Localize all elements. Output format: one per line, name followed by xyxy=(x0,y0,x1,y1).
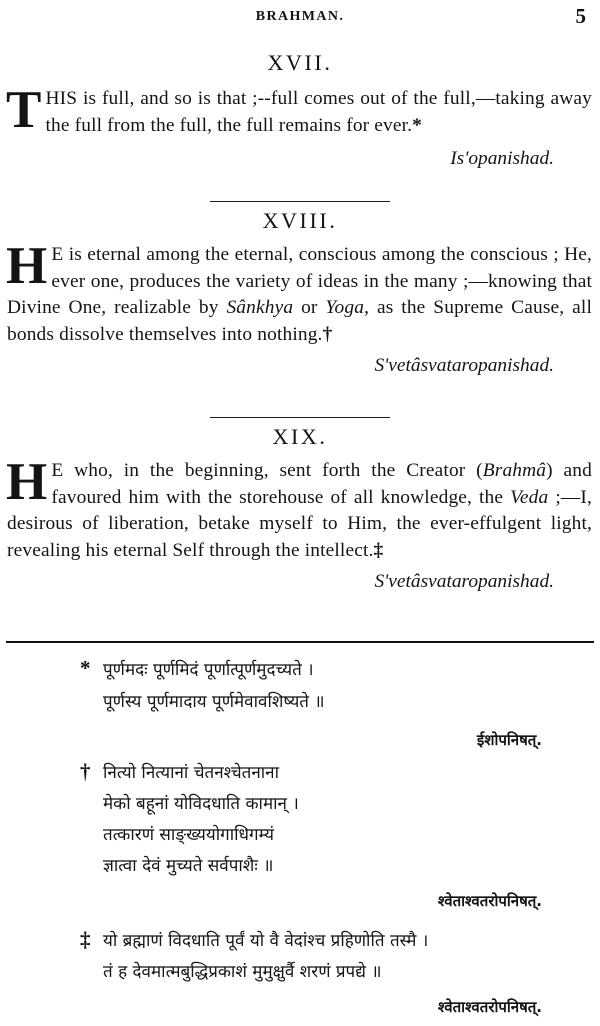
section-numeral: XVII. xyxy=(267,50,333,75)
drop-cap: H xyxy=(6,453,48,511)
sanskrit-verse-line: ज्ञात्वा देवं मुच्यते सर्वपाशैः ॥ xyxy=(103,856,274,876)
drop-cap: H xyxy=(6,237,48,295)
sanskrit-verse-line: तत्कारणं साङ्ख्ययोगाधिगम्यं xyxy=(103,825,274,845)
section-divider xyxy=(210,417,390,418)
footnote-marker: ‡ xyxy=(80,927,91,951)
footnote-marker: * xyxy=(80,656,91,680)
section-text xyxy=(6,237,592,348)
drop-cap: T xyxy=(6,81,42,139)
footnote-rule xyxy=(6,641,594,643)
sanskrit-verse-line: नित्यो नित्यानां चेतनश्चेतनाना xyxy=(103,763,280,783)
section-text-run: or xyxy=(293,297,326,319)
section-term: Brahmâ xyxy=(482,460,547,481)
section-xvii xyxy=(0,48,600,173)
sanskrit-verse-line: पूर्णस्य पूर्णमादाय पूर्णमेवावशिष्यते ॥ xyxy=(103,692,325,712)
footnote-source: ईशोपनिषत्. xyxy=(476,731,542,749)
section-source: Is'opanishad. xyxy=(450,148,554,170)
section-term: Yoga xyxy=(325,297,365,319)
footnote-source: श्वेताश्वतरोपनिषत्. xyxy=(437,998,542,1016)
sanskrit-verse-line: पूर्णमदः पूर्णमिदं पूर्णात्पूर्णमुदच्यते । xyxy=(103,660,314,680)
sanskrit-verse-line: तं ह देवमात्मबुद्धिप्रकाशं मुमुक्षुर्वै शरणं प्रपद्ये ॥ xyxy=(103,962,382,982)
section-text xyxy=(6,453,592,564)
running-head xyxy=(0,6,600,28)
footnote-source: श्वेताश्वतरोपनिषत्. xyxy=(437,892,542,910)
section-text-run: E who, in the beginning, sent forth the Creator ( xyxy=(51,460,483,481)
section-divider xyxy=(210,201,390,202)
section-text-run: , as the Supreme Cause, all bonds dissolve themselves into nothing. xyxy=(7,297,592,345)
footnote-marker: † xyxy=(80,759,91,783)
section-xix xyxy=(0,422,600,596)
section-source: S'vetâsvataropanishad. xyxy=(374,571,554,593)
section-text xyxy=(6,81,592,139)
sanskrit-verse-line: मेको बहूनां योविदधाति कामान् । xyxy=(103,794,299,814)
section-numeral: XVIII. xyxy=(262,208,338,233)
section-text-run: ;—I, desirous of liberation, betake myself to Him, the ever-effulgent light, revealing his eternal Self through the intellect. xyxy=(7,486,592,561)
sanskrit-verse-line: यो ब्रह्माणं विदधाति पूर्वं यो वै वेदांश्च प्रहिणोति तस्मै । xyxy=(103,931,429,951)
running-title: BRAHMAN. xyxy=(255,9,345,24)
section-xviii xyxy=(0,206,600,380)
section-numeral: XIX. xyxy=(272,424,328,449)
section-text-run: ) and favoured him with the storehouse of all knowledge, the xyxy=(51,460,592,508)
footnote-reference: † xyxy=(322,323,333,345)
section-text-run: E is eternal among the eternal, conscious among the conscious ; He, ever one, produces the variety of ideas in the many ;—knowing that Divine One, realizable by xyxy=(7,244,592,319)
page-number: 5 xyxy=(575,4,586,28)
section-text-run: HIS is full, and so is that ;--full comes out of the full,—taking away the full from the full, the full remains for ever. xyxy=(45,88,592,136)
section-term: Veda xyxy=(510,486,549,508)
section-source: S'vetâsvataropanishad. xyxy=(374,355,554,377)
footnote-reference: * xyxy=(412,114,423,136)
section-term: Sânkhya xyxy=(226,297,294,319)
footnote-reference: ‡ xyxy=(373,539,384,561)
